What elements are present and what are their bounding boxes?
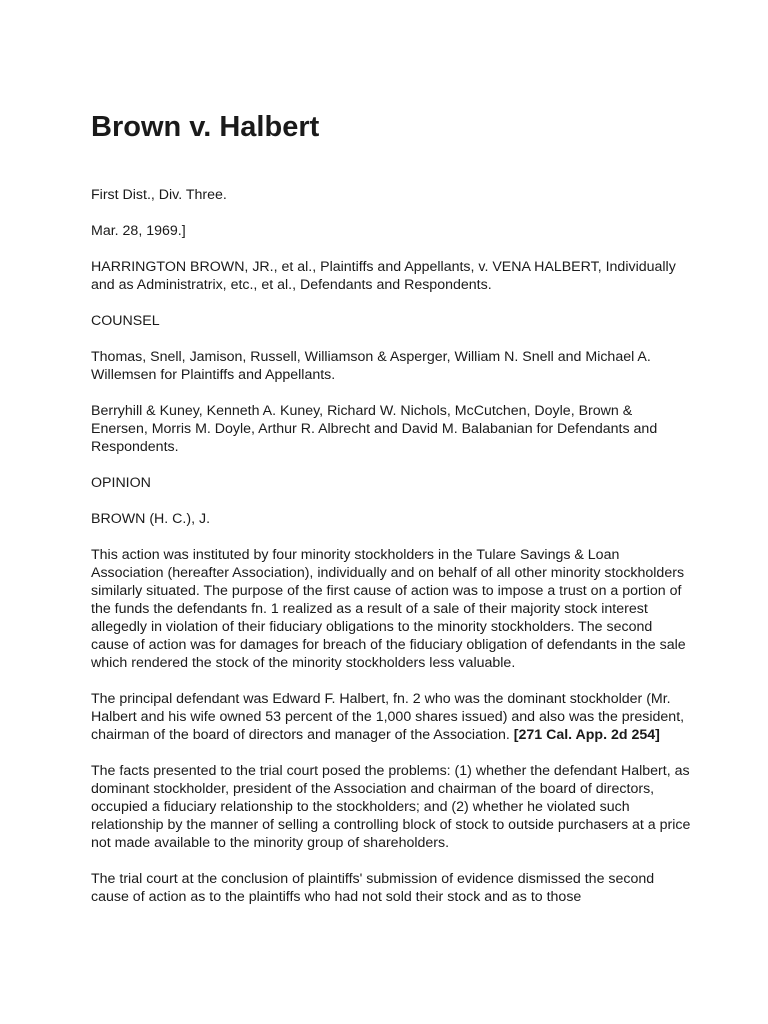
date-line: Mar. 28, 1969.] — [91, 223, 186, 239]
opinion-paragraph-3: The facts presented to the trial court posed the problems: (1) whether the defendant Halbert, as dominant stockholder, president of the Association and chairman of the board of directors, occupied a fiduciary relationship to the stockholders; and (2) whether he violated such relationship by the manner of selling a controlling block of stock to outside purchasers at a price not made available to the minority group of shareholders. — [91, 763, 691, 851]
opinion-paragraph-1: This action was instituted by four minority stockholders in the Tulare Savings & Loan Association (hereafter Association), individually and on behalf of all other minority stockholders similarly situated. The purpose of the first cause of action was to impose a trust on a portion of the funds the defendants fn. 1 realized as a result of a sale of their majority stock interest allegedly in violation of their fiduciary obligations to the minority stockholders. The second cause of action was for damages for breach of the fiduciary obligation of defendants in the sale which rendered the stock of the minority stockholders less valuable. — [91, 547, 686, 671]
document-title: Brown v. Halbert — [91, 111, 320, 143]
counsel-plaintiffs: Thomas, Snell, Jamison, Russell, Williamson & Asperger, William N. Snell and Michael A. Willemsen for Plaintiffs and Appellants. — [91, 349, 651, 383]
court-line: First Dist., Div. Three. — [91, 187, 227, 203]
opinion-paragraph-4: The trial court at the conclusion of plaintiffs' submission of evidence dismissed the second cause of action as to the plaintiffs who had not sold their stock and as to those — [91, 871, 655, 905]
opinion-heading: OPINION — [91, 475, 151, 491]
document-body — [91, 108, 691, 924]
parties-paragraph: HARRINGTON BROWN, JR., et al., Plaintiffs and Appellants, v. VENA HALBERT, Individually and as Administratrix, etc., et al., Defendants and Respondents. — [91, 259, 676, 293]
page-citation: [271 Cal. App. 2d 254] — [513, 727, 660, 743]
opinion-paragraph-2 — [91, 690, 691, 744]
judge-line: BROWN (H. C.), J. — [91, 511, 211, 527]
counsel-heading: COUNSEL — [91, 313, 160, 329]
counsel-defendants: Berryhill & Kuney, Kenneth A. Kuney, Richard W. Nichols, McCutchen, Doyle, Brown & Enersen, Morris M. Doyle, Arthur R. Albrecht and David M. Balabanian for Defendants and Respondents. — [91, 403, 658, 455]
opinion-paragraph-2-text: The principal defendant was Edward F. Halbert, fn. 2 who was the dominant stockholder (Mr. Halbert and his wife owned 53 percent of the 1,000 shares issued) and also was the president, chairman of the board of directors and manager of the Association. — [91, 691, 685, 743]
